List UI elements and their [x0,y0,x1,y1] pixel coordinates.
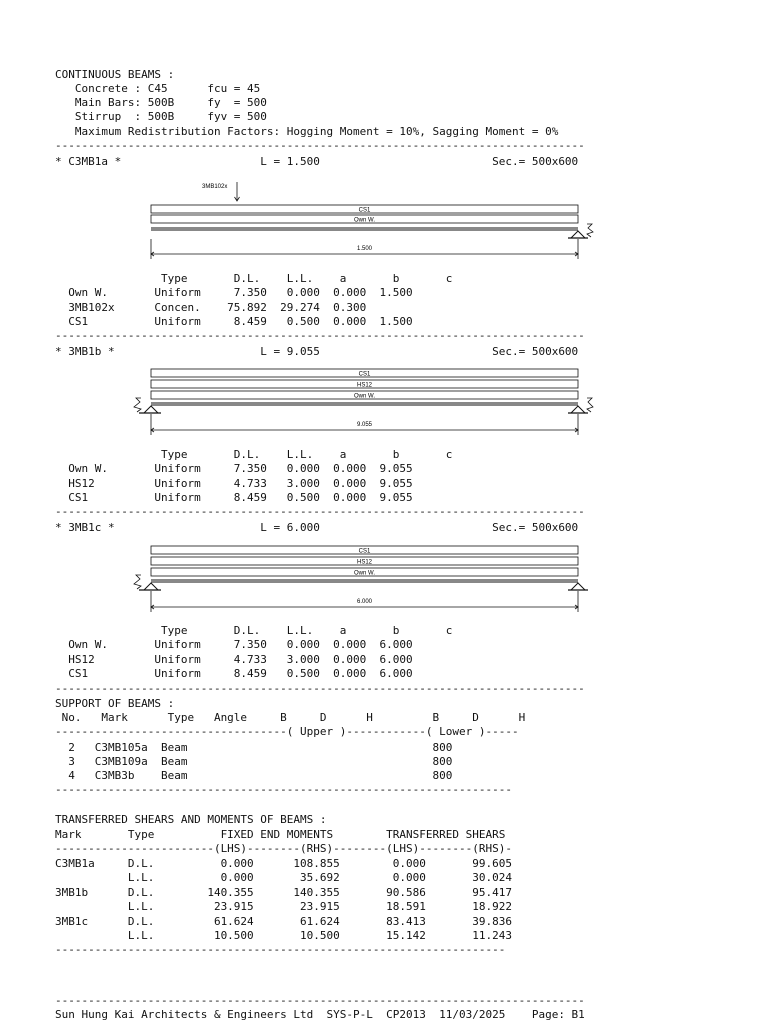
transferred-row: L.L. 0.000 35.692 0.000 30.024 [55,871,512,884]
load-row: CS1 Uniform 8.459 0.500 0.000 9.055 [55,491,413,504]
load-layer-label: CS1 [358,548,371,555]
transferred-row: C3MB1a D.L. 0.000 108.855 0.000 99.605 [55,857,512,870]
load-layer-label: Own W. [353,393,376,400]
support-row: 4 C3MB3b Beam 800 [55,769,453,782]
footer-separator: -------------------------------------------------------------------------------- [55,994,585,1007]
supports-title: SUPPORT OF BEAMS : [55,697,175,710]
beam-header: * 3MB1b * L = 9.055 Sec.= 500x600 [55,345,579,358]
separator: -------------------------------------------------------------------------------- [55,139,585,152]
load-row: CS1 Uniform 8.459 0.500 0.000 6.000 [55,667,413,680]
load-row: CS1 Uniform 8.459 0.500 0.000 1.500 [55,315,413,328]
load-table-header: Type D.L. L.L. a b c [55,272,453,285]
load-layer-label: Own W. [353,570,376,577]
load-row: HS12 Uniform 4.733 3.000 0.000 6.000 [55,653,413,666]
continuity-symbol [134,575,141,589]
transferred-end-line: -------------------------------------------------------------------- [55,943,506,956]
transferred-row: 3MB1b D.L. 140.355 140.355 90.586 95.417 [55,886,512,899]
load-row: HS12 Uniform 4.733 3.000 0.000 9.055 [55,477,413,490]
pin-support [144,406,158,413]
beam-diagram-c3mb1a [125,176,605,266]
load-layer-label: HS12 [356,382,373,389]
load-row: 3MB102x Concen. 75.892 29.274 0.300 [55,301,367,314]
load-layer-label: Own W. [353,217,376,224]
transferred-row: L.L. 23.915 23.915 18.591 18.922 [55,900,512,913]
continuity-symbol [587,398,593,412]
separator: -------------------------------------------------------------------------------- [55,329,585,342]
separator: -------------------------------------------------------------------------------- [55,682,585,695]
stirrup-line: Stirrup : 500B fyv = 500 [55,110,267,123]
concrete-line: Concrete : C45 fcu = 45 [55,82,261,95]
load-row: Own W. Uniform 7.350 0.000 0.000 6.000 [55,638,413,651]
separator: -------------------------------------------------------------------------------- [55,505,585,518]
beam-header: * C3MB1a * L = 1.500 Sec.= 500x600 [55,155,579,168]
supports-end-line: --------------------------------------------------------------------- [55,783,512,796]
transferred-row: L.L. 10.500 10.500 15.142 11.243 [55,929,512,942]
span-label: 6.000 [356,599,373,605]
load-layer-label: HS12 [356,559,373,566]
load-table-header: Type D.L. L.L. a b c [55,624,453,637]
transferred-row: 3MB1c D.L. 61.624 61.624 83.413 39.836 [55,915,512,928]
section-title: CONTINUOUS BEAMS : [55,68,175,81]
pin-support [144,583,158,590]
supports-subheader: -----------------------------------( Upper )------------( Lower )----- [55,725,519,738]
beam-diagram-3mb1b [125,364,605,439]
span-label: 1.500 [356,246,373,252]
pin-support [571,583,585,590]
load-layer-label: CS1 [358,371,371,378]
main-bars-line: Main Bars: 500B fy = 500 [55,96,267,109]
load-table-header: Type D.L. L.L. a b c [55,448,453,461]
pin-support [571,231,585,238]
load-layer-label: CS1 [358,207,371,214]
support-row: 2 C3MB105a Beam 800 [55,741,453,754]
transferred-header: Mark Type FIXED END MOMENTS TRANSFERRED SHEARS [55,828,506,841]
transferred-subheader: ------------------------(LHS)--------(RHS)--------(LHS)--------(RHS)- [55,842,512,855]
load-row: Own W. Uniform 7.350 0.000 0.000 9.055 [55,462,413,475]
pin-support [571,406,585,413]
support-row: 3 C3MB109a Beam 800 [55,755,453,768]
load-row: Own W. Uniform 7.350 0.000 0.000 1.500 [55,286,413,299]
span-label: 9.055 [356,422,373,428]
redistribution-line: Maximum Redistribution Factors: Hogging Moment = 10%, Sagging Moment = 0% [55,125,559,138]
footer-text: Sun Hung Kai Architects & Engineers Ltd SYS-P-L CP2013 11/03/2025 Page: B1 [55,1008,585,1021]
continuity-symbol [587,224,593,237]
beam-header: * 3MB1c * L = 6.000 Sec.= 500x600 [55,521,579,534]
supports-header: No. Mark Type Angle B D H B D H [55,711,526,724]
point-load-label: 3MB102x [202,184,228,190]
continuity-symbol [134,398,141,412]
transferred-title: TRANSFERRED SHEARS AND MOMENTS OF BEAMS : [55,813,327,826]
beam-diagram-3mb1c [125,541,605,616]
